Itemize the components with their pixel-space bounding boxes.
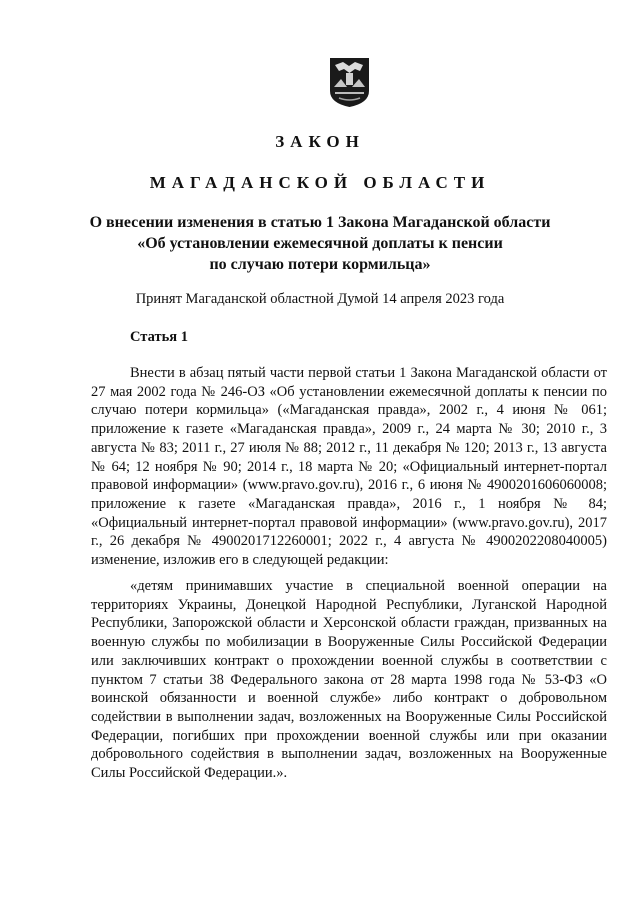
- region-name: МАГАДАНСКОЙ ОБЛАСТИ: [149, 173, 491, 192]
- amended-text-paragraph: «детям принимавших участие в специальной военной операции на территориях Украины, Донецкой Народной Республики, Луганской Народной Республики, Запорожской области и Херсонской области граждан, призванных на военную службы по мобилизации в Вооруженные Силы Российской Федерации или заключивших контракт о прохождении военной службы в соответствии с пунктом 7 статьи 38 Федерального закона от 28 марта 1998 года № 53-ФЗ «О воинской обязанности и военной службе» либо контракт о добровольном содействии в выполнении задач, возложенных на Вооруженные Силы Российской Федерации, погибших при прохождении военной службы или при оказании добровольного содействия в выполнении задач, возложенных на Вооруженные Силы Российской Федерации.».: [91, 578, 607, 782]
- coat-of-arms-icon: [329, 57, 370, 108]
- document-type: ЗАКОН: [275, 132, 365, 151]
- subject-line: по случаю потери кормильца»: [209, 256, 431, 273]
- subject-line: «Об установлении ежемесячной доплаты к пенсии: [137, 235, 503, 252]
- article-heading: Статья 1: [130, 329, 188, 345]
- article-paragraph: Внести в абзац пятый части первой статьи 1 Закона Магаданской области от 27 мая 2002 года № 246-ОЗ «Об установлении ежемесячной доплаты к пенсии по случаю потери кормильца» («Магаданская правда», 2002 г., 4 июня № 061; приложение к газете «Магаданская правда», 2009 г., 24 марта № 30; 2010 г., 3 августа № 83; 2011 г., 27 июля № 88; 2012 г., 11 декабря № 120; 2013 г., 13 августа № 64; 12 ноября № 90; 2014 г., 18 марта № 20; «Официальный интернет-портал правовой информации» (www.pravo.gov.ru), 2016 г., 6 июня № 4900201606060008; приложение к газете «Магаданская правда», 2016 г., 1 ноября № 84; «Официальный интернет-портал правовой информации» (www.pravo.gov.ru), 2017 г., 26 декабря № 4900201712260001; 2022 г., 4 августа № 4900202208040005) изменение, изложив его в следующей редакции:: [91, 365, 607, 569]
- adoption-note: Принят Магаданской областной Думой 14 апреля 2023 года: [135, 291, 505, 307]
- subject-line: О внесении изменения в статью 1 Закона Магаданской области: [89, 214, 551, 231]
- law-subject: [70, 212, 570, 275]
